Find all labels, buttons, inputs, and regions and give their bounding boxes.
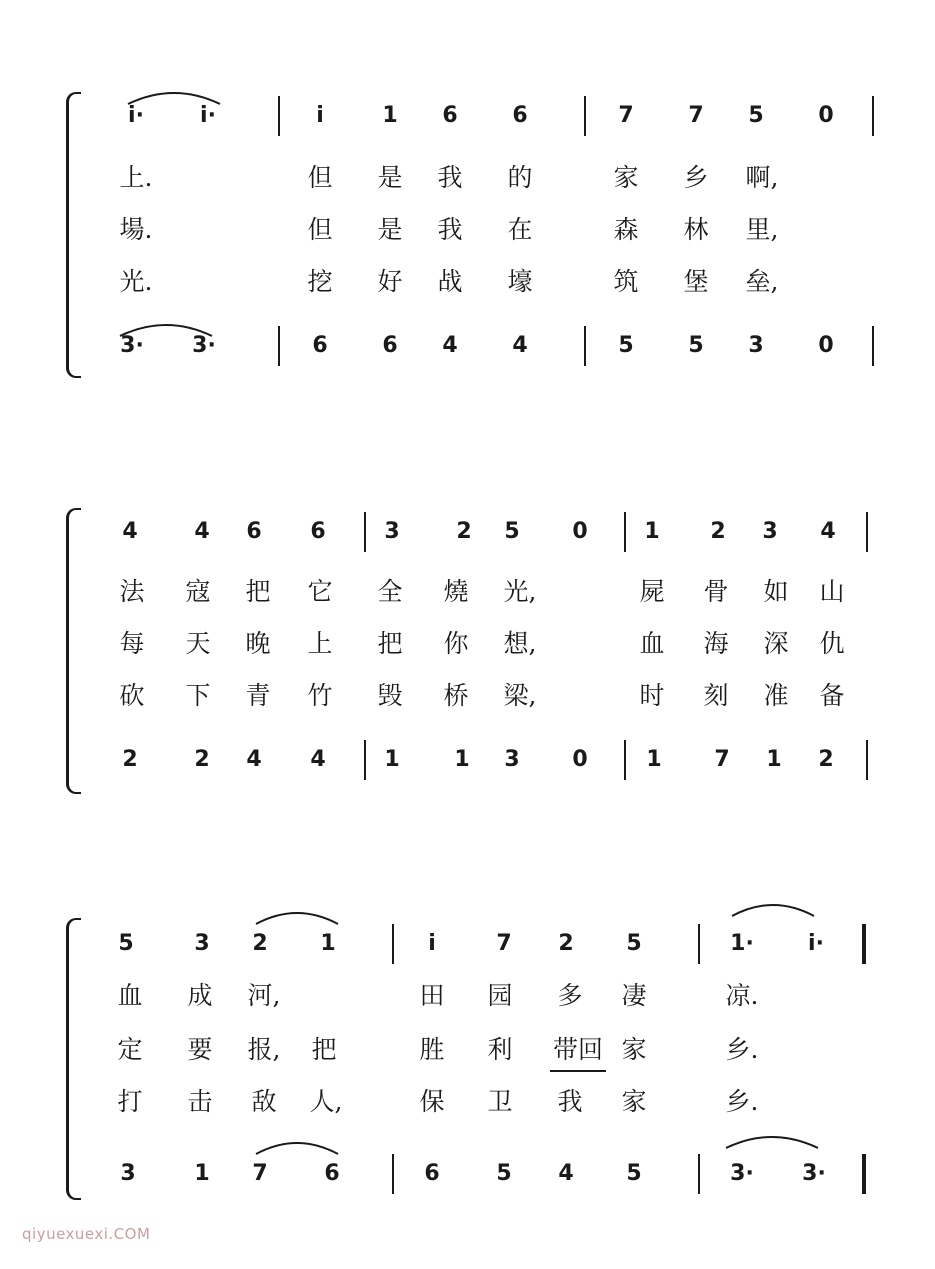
note: 2 <box>818 747 834 772</box>
tie-slur <box>728 898 818 918</box>
lyric: 乡. <box>725 1035 759 1064</box>
note: 3· <box>802 1161 826 1186</box>
note: 2 <box>456 519 472 544</box>
note: 2 <box>194 747 210 772</box>
watermark: qiyuexuexi.COM <box>22 1225 151 1243</box>
lyric: 备 <box>819 681 845 710</box>
lyric: 战 <box>437 267 463 296</box>
note: 3· <box>120 333 144 358</box>
lyric: 家 <box>621 1035 647 1064</box>
lyric: 定 <box>117 1035 143 1064</box>
barline <box>278 326 280 366</box>
lyric: 寇 <box>185 577 211 606</box>
lyric: 把 <box>377 629 403 658</box>
note: 2 <box>710 519 726 544</box>
final-barline <box>862 1154 866 1194</box>
lyric: 我 <box>437 215 463 244</box>
barline <box>698 1154 700 1194</box>
note: 7 <box>618 103 634 128</box>
lyric: 山 <box>819 577 845 606</box>
note: i· <box>200 103 216 128</box>
lyric-verse-1 <box>0 158 935 198</box>
lyric: 利 <box>487 1035 513 1064</box>
lyric: 是 <box>377 215 403 244</box>
lyric: 里, <box>745 215 779 244</box>
lyric: 带回 <box>550 1030 606 1072</box>
note: 6 <box>424 1161 440 1186</box>
note: 4 <box>820 519 836 544</box>
note: 1 <box>384 747 400 772</box>
lyric: 时 <box>639 681 665 710</box>
barline <box>364 512 366 552</box>
lyric: 晚 <box>245 629 271 658</box>
lyric: 堡 <box>683 267 709 296</box>
note: 2 <box>252 931 268 956</box>
barline <box>866 740 868 780</box>
note: 6 <box>442 103 458 128</box>
lyric: 胜 <box>419 1035 445 1064</box>
lyric: 它 <box>307 577 333 606</box>
lyric: 屍 <box>639 577 665 606</box>
lyric: 每 <box>119 629 145 658</box>
lyric: 上. <box>119 163 153 192</box>
note: 1 <box>320 931 336 956</box>
lyric: 准 <box>763 681 789 710</box>
lyric-verse-2 <box>0 624 935 664</box>
lyric: 仇 <box>819 629 845 658</box>
note: 3 <box>120 1161 136 1186</box>
lyric: 燒 <box>443 577 469 606</box>
note: 1 <box>644 519 660 544</box>
lyric: 把 <box>245 577 271 606</box>
note: 4 <box>558 1161 574 1186</box>
lyric: 啊, <box>745 163 779 192</box>
lyric: 乡 <box>683 163 709 192</box>
note: 2 <box>122 747 138 772</box>
lyric: 击 <box>187 1087 213 1116</box>
note: 4 <box>442 333 458 358</box>
lyric: 我 <box>437 163 463 192</box>
lyric: 打 <box>117 1087 143 1116</box>
lyric: 在 <box>507 215 533 244</box>
lyric: 报, <box>247 1035 281 1064</box>
lyric: 我 <box>557 1087 583 1116</box>
lyric: 但 <box>307 163 333 192</box>
note: i <box>428 931 436 956</box>
barline <box>392 1154 394 1194</box>
lyric: 全 <box>377 577 403 606</box>
note: 0 <box>818 103 834 128</box>
note: 6 <box>310 519 326 544</box>
lyric: 森 <box>613 215 639 244</box>
lyric-verse-3 <box>0 1082 935 1122</box>
note: 7 <box>714 747 730 772</box>
lyric: 园 <box>487 981 513 1010</box>
lyric: 竹 <box>307 681 333 710</box>
lyric: 天 <box>185 629 211 658</box>
note: 1 <box>194 1161 210 1186</box>
barline <box>872 96 874 136</box>
lyric: 壕 <box>507 267 533 296</box>
lyric-verse-1 <box>0 572 935 612</box>
note: i· <box>808 931 824 956</box>
lyric: 是 <box>377 163 403 192</box>
tie-slur <box>252 906 342 926</box>
lyric: 的 <box>507 163 533 192</box>
bottom-harmony-line <box>0 740 935 780</box>
note: 4 <box>194 519 210 544</box>
note: 0 <box>818 333 834 358</box>
lyric: 血 <box>639 629 665 658</box>
lyric: 骨 <box>703 577 729 606</box>
lyric: 血 <box>117 981 143 1010</box>
lyric: 法 <box>119 577 145 606</box>
note: 3 <box>194 931 210 956</box>
lyric: 梁, <box>503 681 537 710</box>
lyric: 凉. <box>725 981 759 1010</box>
lyric: 但 <box>307 215 333 244</box>
lyric: 林 <box>683 215 709 244</box>
note: 6 <box>382 333 398 358</box>
lyric: 敌 <box>251 1087 277 1116</box>
note: 3 <box>504 747 520 772</box>
barline <box>624 512 626 552</box>
note: 0 <box>572 747 588 772</box>
lyric: 田 <box>419 981 445 1010</box>
note: 4 <box>122 519 138 544</box>
note: 0 <box>572 519 588 544</box>
lyric: 把 <box>311 1035 337 1064</box>
lyric: 海 <box>703 629 729 658</box>
note: 3 <box>762 519 778 544</box>
barline <box>584 96 586 136</box>
lyric: 河, <box>247 981 281 1010</box>
note: 5 <box>626 1161 642 1186</box>
note: 4 <box>310 747 326 772</box>
lyric-verse-2 <box>0 210 935 250</box>
note: 1 <box>646 747 662 772</box>
barline <box>866 512 868 552</box>
note: 3· <box>192 333 216 358</box>
lyric: 家 <box>613 163 639 192</box>
lyric: 場. <box>119 215 153 244</box>
note: 1 <box>382 103 398 128</box>
note: 6 <box>324 1161 340 1186</box>
lyric: 光, <box>503 577 537 606</box>
note: 4 <box>246 747 262 772</box>
lyric-verse-3 <box>0 676 935 716</box>
lyric: 垒, <box>745 267 779 296</box>
note: 5 <box>748 103 764 128</box>
note: 7 <box>688 103 704 128</box>
lyric: 刻 <box>703 681 729 710</box>
note: 5 <box>626 931 642 956</box>
note: 6 <box>512 103 528 128</box>
lyric: 下 <box>185 681 211 710</box>
lyric: 想, <box>503 629 537 658</box>
note: 5 <box>618 333 634 358</box>
lyric-verse-1 <box>0 976 935 1016</box>
top-melody-line <box>0 96 935 136</box>
note: 5 <box>118 931 134 956</box>
top-melody-line <box>0 512 935 552</box>
note: 4 <box>512 333 528 358</box>
lyric-verse-3 <box>0 262 935 302</box>
barline <box>584 326 586 366</box>
barline <box>698 924 700 964</box>
tie-slur <box>722 1130 822 1150</box>
lyric: 凄 <box>621 981 647 1010</box>
lyric-verse-2 <box>0 1030 935 1070</box>
final-barline <box>862 924 866 964</box>
top-melody-line <box>0 924 935 964</box>
lyric: 上 <box>307 629 333 658</box>
lyric: 成 <box>187 981 213 1010</box>
note: 1 <box>454 747 470 772</box>
lyric: 深 <box>763 629 789 658</box>
note: 2 <box>558 931 574 956</box>
lyric: 桥 <box>443 681 469 710</box>
note: 3· <box>730 1161 754 1186</box>
barline <box>392 924 394 964</box>
note: 7 <box>496 931 512 956</box>
barline <box>872 326 874 366</box>
bottom-harmony-line <box>0 326 935 366</box>
tie-slur <box>252 1136 342 1156</box>
note: 3 <box>384 519 400 544</box>
lyric: 人, <box>309 1087 343 1116</box>
lyric: 毁 <box>377 681 403 710</box>
lyric: 家 <box>621 1087 647 1116</box>
bottom-harmony-line <box>0 1154 935 1194</box>
lyric: 你 <box>443 629 469 658</box>
note: 7 <box>252 1161 268 1186</box>
note: 5 <box>496 1161 512 1186</box>
lyric: 多 <box>557 981 583 1010</box>
barline <box>364 740 366 780</box>
note: 1· <box>730 931 754 956</box>
barline <box>278 96 280 136</box>
lyric: 乡. <box>725 1087 759 1116</box>
note: 6 <box>246 519 262 544</box>
note: 5 <box>504 519 520 544</box>
note: 5 <box>688 333 704 358</box>
lyric: 要 <box>187 1035 213 1064</box>
lyric: 光. <box>119 267 153 296</box>
lyric: 好 <box>377 267 403 296</box>
lyric: 砍 <box>119 681 145 710</box>
lyric: 挖 <box>307 267 333 296</box>
lyric: 卫 <box>487 1087 513 1116</box>
barline <box>624 740 626 780</box>
note: i· <box>128 103 144 128</box>
lyric: 保 <box>419 1087 445 1116</box>
note: 6 <box>312 333 328 358</box>
note: 3 <box>748 333 764 358</box>
lyric: 如 <box>763 577 789 606</box>
lyric: 青 <box>245 681 271 710</box>
note: i <box>316 103 324 128</box>
note: 1 <box>766 747 782 772</box>
lyric: 筑 <box>613 267 639 296</box>
